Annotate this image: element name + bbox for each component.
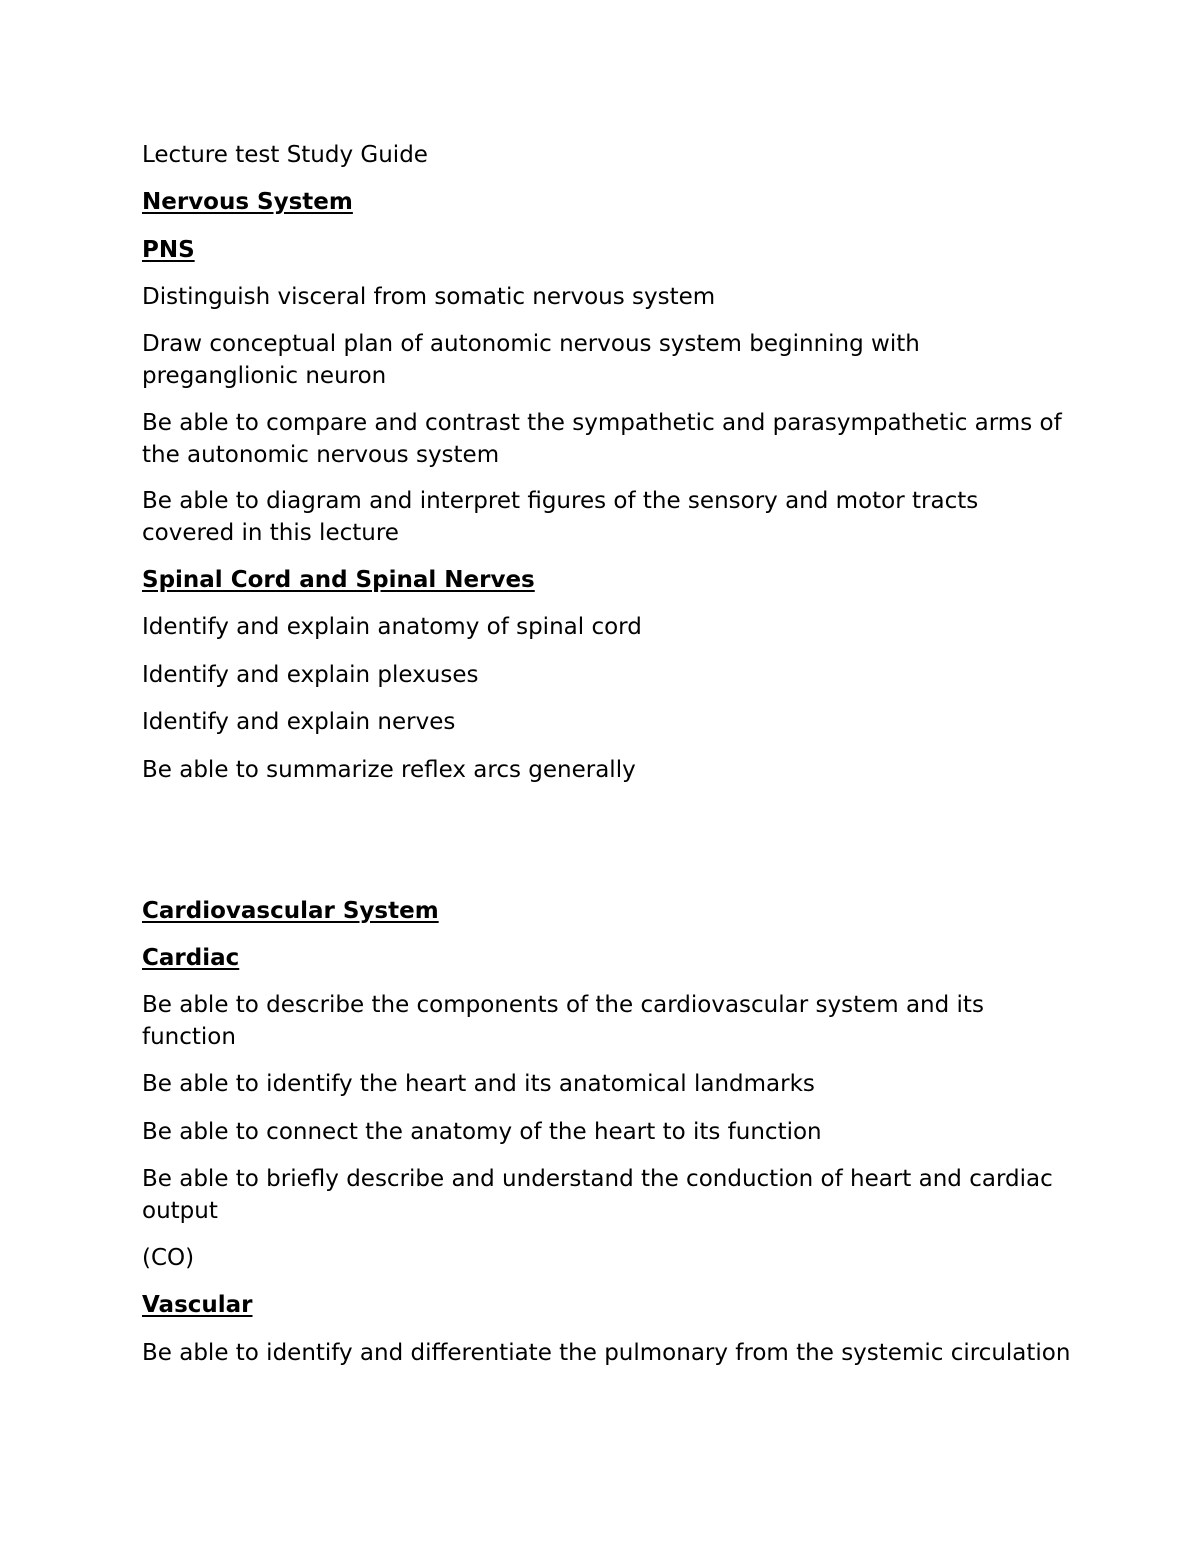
list-item: Distinguish visceral from somatic nervous system <box>142 284 716 310</box>
list-item: Identify and explain plexuses <box>142 662 479 688</box>
section-heading-nervous-system: Nervous System <box>142 189 353 215</box>
list-item: Be able to connect the anatomy of the heart to its function <box>142 1119 822 1145</box>
list-item: Draw conceptual plan of autonomic nervous system beginning with preganglionic neuron <box>142 331 920 389</box>
subsection-heading-cardiac: Cardiac <box>142 945 240 971</box>
list-item: Be able to briefly describe and understand the conduction of heart and cardiac output <box>142 1166 1053 1224</box>
list-item: Identify and explain anatomy of spinal cord <box>142 614 642 640</box>
list-item: Be able to identify and differentiate the pulmonary from the systemic circulation <box>142 1340 1071 1366</box>
document-title: Lecture test Study Guide <box>142 142 428 168</box>
subsection-heading-vascular: Vascular <box>142 1292 253 1318</box>
subsection-heading-pns: PNS <box>142 237 195 263</box>
list-item: Be able to summarize reflex arcs generally <box>142 757 636 783</box>
list-item: (CO) <box>142 1245 195 1271</box>
section-heading-cardiovascular-system: Cardiovascular System <box>142 898 439 924</box>
list-item: Be able to identify the heart and its anatomical landmarks <box>142 1071 815 1097</box>
list-item: Be able to describe the components of the cardiovascular system and its function <box>142 992 984 1050</box>
list-item: Be able to compare and contrast the sympathetic and parasympathetic arms of the autonomic nervous system <box>142 410 1062 468</box>
list-item: Be able to diagram and interpret figures of the sensory and motor tracts covered in this lecture <box>142 488 979 546</box>
list-item: Identify and explain nerves <box>142 709 456 735</box>
subsection-heading-spinal-cord: Spinal Cord and Spinal Nerves <box>142 567 535 593</box>
